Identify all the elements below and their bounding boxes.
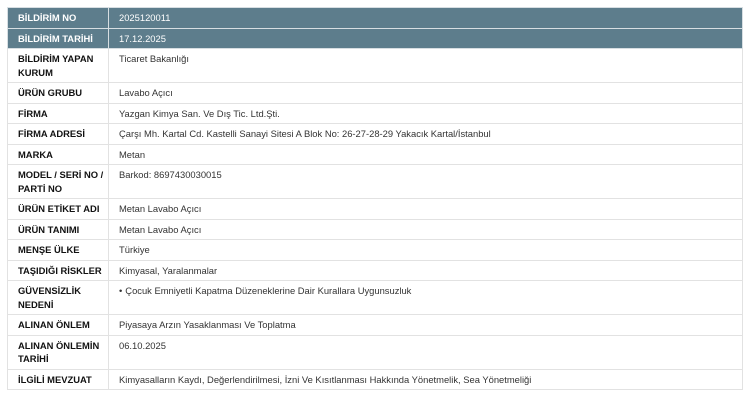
row-country-of-origin xyxy=(8,240,743,261)
field-label: MENŞE ÜLKE xyxy=(8,240,109,261)
row-notification-date xyxy=(8,28,743,49)
field-label: ÜRÜN TANIMI xyxy=(8,219,109,240)
field-value: Çocuk Emniyetli Kapatma Düzeneklerine Dair Kurallara Uygunsuzluk xyxy=(125,285,412,296)
field-label: BİLDİRİM NO xyxy=(8,8,109,29)
row-product-group xyxy=(8,83,743,104)
row-notification-no xyxy=(8,8,743,29)
field-value: 17.12.2025 xyxy=(109,28,743,49)
row-reporting-agency xyxy=(8,49,743,83)
row-reason-unsafe xyxy=(8,281,743,315)
field-label: ALINAN ÖNLEMİN TARİHİ xyxy=(8,335,109,369)
row-product-label-name xyxy=(8,199,743,220)
field-label: MODEL / SERİ NO / PARTİ NO xyxy=(8,165,109,199)
field-value: Metan xyxy=(109,144,743,165)
field-label: ÜRÜN ETİKET ADI xyxy=(8,199,109,220)
field-label: İLGİLİ MEVZUAT xyxy=(8,369,109,390)
row-company xyxy=(8,103,743,124)
field-value: Ticaret Bakanlığı xyxy=(109,49,743,83)
field-value: Lavabo Açıcı xyxy=(109,83,743,104)
row-measure-taken xyxy=(8,315,743,336)
row-company-address xyxy=(8,124,743,145)
field-label: BİLDİRİM TARİHİ xyxy=(8,28,109,49)
field-label: ALINAN ÖNLEM xyxy=(8,315,109,336)
notification-detail-table xyxy=(7,7,743,390)
field-label: FİRMA ADRESİ xyxy=(8,124,109,145)
field-value: 2025120011 xyxy=(109,8,743,29)
field-label: MARKA xyxy=(8,144,109,165)
notification-detail xyxy=(7,7,742,390)
field-label: BİLDİRİM YAPAN KURUM xyxy=(8,49,109,83)
field-label: ÜRÜN GRUBU xyxy=(8,83,109,104)
field-value: Çarşı Mh. Kartal Cd. Kastelli Sanayi Sitesi A Blok No: 26-27-28-29 Yakacık Kartal/İstanbul xyxy=(109,124,743,145)
field-value: Metan Lavabo Açıcı xyxy=(109,199,743,220)
field-value: 06.10.2025 xyxy=(109,335,743,369)
field-value: Yazgan Kimya San. Ve Dış Tic. Ltd.Şti. xyxy=(109,103,743,124)
row-brand xyxy=(8,144,743,165)
field-label: GÜVENSİZLİK NEDENİ xyxy=(8,281,109,315)
field-value: Kimyasal, Yaralanmalar xyxy=(109,260,743,281)
field-label: FİRMA xyxy=(8,103,109,124)
row-measure-date xyxy=(8,335,743,369)
field-value: Türkiye xyxy=(109,240,743,261)
field-value: Metan Lavabo Açıcı xyxy=(109,219,743,240)
row-related-legislation xyxy=(8,369,743,390)
field-label: TAŞIDIĞI RİSKLER xyxy=(8,260,109,281)
field-value-list xyxy=(109,281,743,315)
field-value: Kimyasalların Kaydı, Değerlendirilmesi, İzni Ve Kısıtlanması Hakkında Yönetmelik, Sea Yönetmeliği xyxy=(109,369,743,390)
field-value: Piyasaya Arzın Yasaklanması Ve Toplatma xyxy=(109,315,743,336)
row-model-serial-batch xyxy=(8,165,743,199)
row-risks xyxy=(8,260,743,281)
field-value: Barkod: 8697430030015 xyxy=(109,165,743,199)
bullet-icon: • xyxy=(119,285,123,296)
row-product-description xyxy=(8,219,743,240)
